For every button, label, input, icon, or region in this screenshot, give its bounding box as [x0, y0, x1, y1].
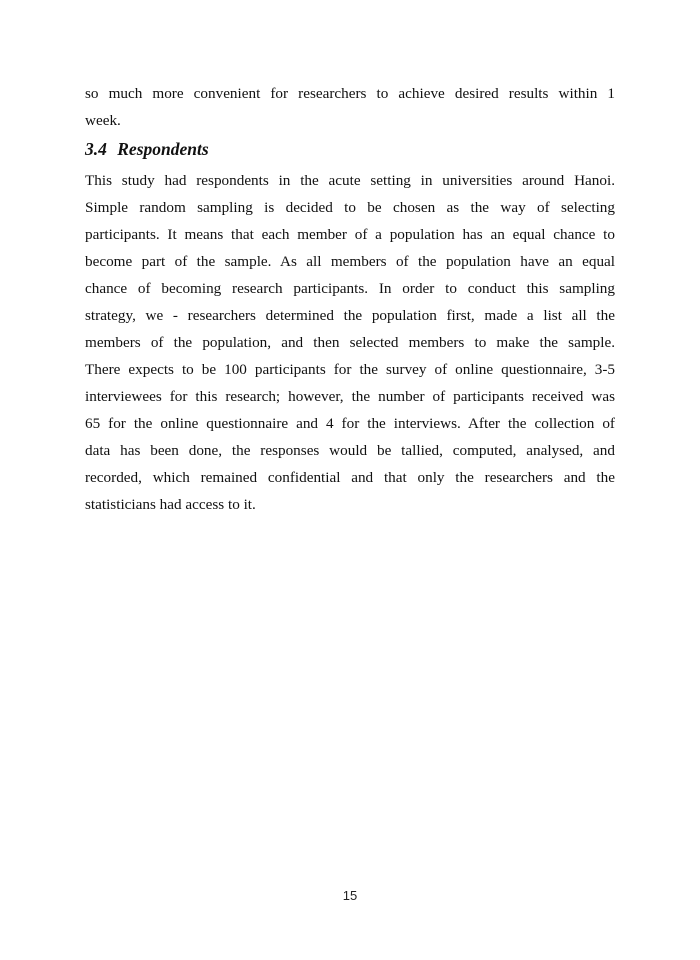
section-number: 3.4: [85, 139, 107, 159]
carryover-paragraph: [85, 80, 615, 134]
page-number: 15: [342, 888, 358, 903]
paragraph-line: interviewees for this research; however, the number of participants received was: [85, 388, 615, 405]
paragraph-line: members of the population, and then selected members to make the sample.: [85, 334, 615, 351]
paragraph-line: participants. It means that each member of a population has an equal chance to: [85, 226, 615, 243]
paragraph-line: chance of becoming research participants. In order to conduct this sampling: [85, 280, 615, 297]
paragraph-line: This study had respondents in the acute setting in universities around Hanoi.: [85, 172, 615, 189]
respondents-paragraph: [85, 167, 615, 518]
paragraph-line: week.: [85, 112, 121, 129]
paragraph-line: data has been done, the responses would be tallied, computed, analysed, and: [85, 442, 615, 459]
paragraph-line: statisticians had access to it.: [85, 496, 256, 513]
paragraph-line: Simple random sampling is decided to be chosen as the way of selecting: [85, 199, 615, 216]
section-title: Respondents: [117, 139, 209, 159]
paragraph-line: strategy, we - researchers determined the population first, made a list all the: [85, 307, 615, 324]
paragraph-line: become part of the sample. As all members of the population have an equal: [85, 253, 615, 270]
paragraph-line: recorded, which remained confidential and that only the researchers and the: [85, 469, 615, 486]
paragraph-line: 65 for the online questionnaire and 4 for the interviews. After the collection of: [85, 415, 615, 432]
paragraph-line: so much more convenient for researchers to achieve desired results within 1: [85, 85, 615, 102]
section-heading: [85, 136, 209, 163]
paragraph-line: There expects to be 100 participants for the survey of online questionnaire, 3-5: [85, 361, 615, 378]
